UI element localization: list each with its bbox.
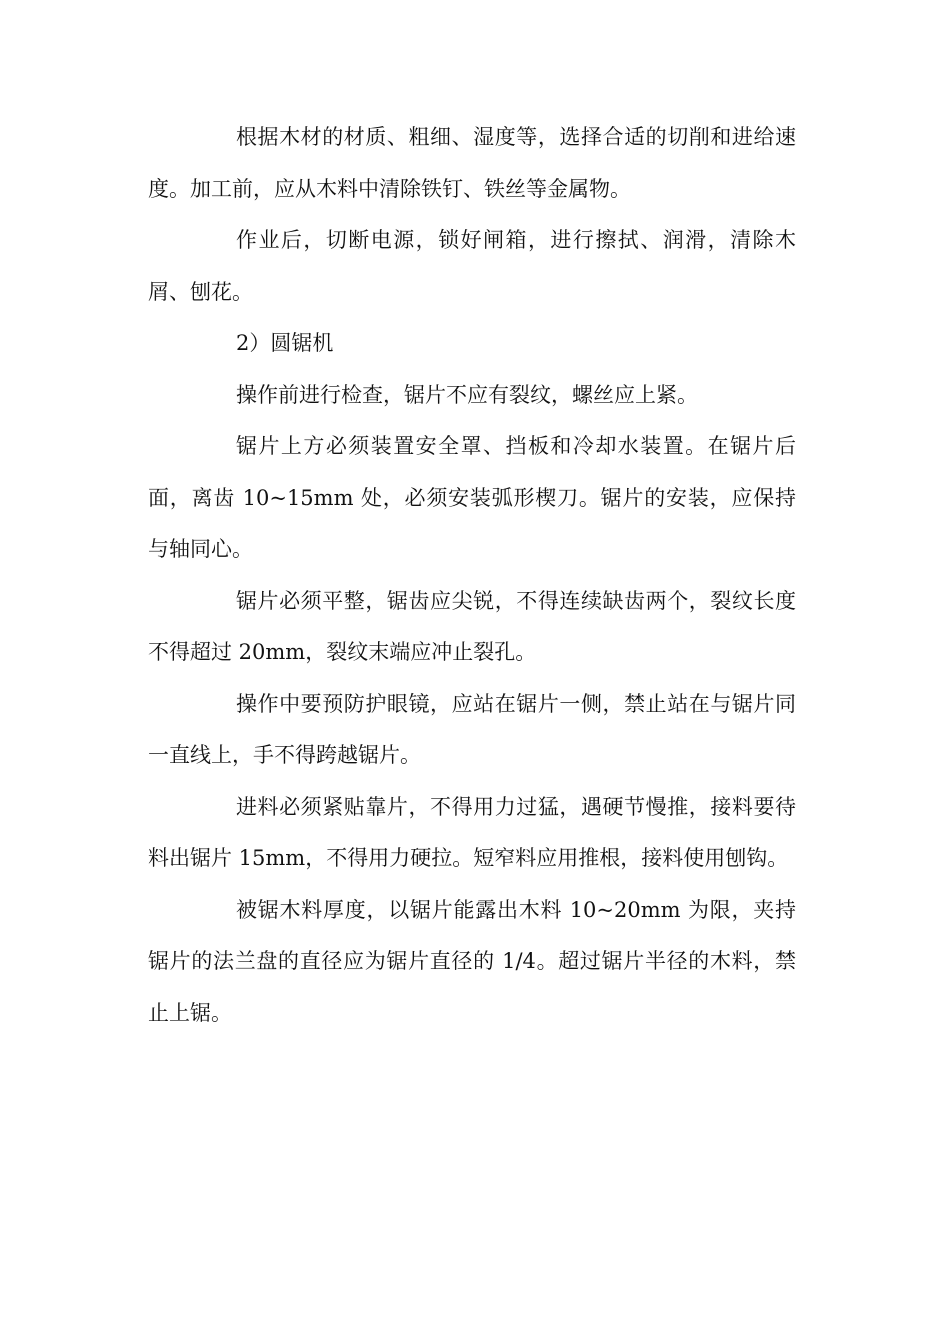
paragraph-feeding: 进料必须紧贴靠片，不得用力过猛，遇硬节慢推，接料要待料出锯片 15mm，不得用力硬拉。短窄料应用推根，接料使用刨钩。 bbox=[148, 794, 796, 870]
paragraph-material-selection: 根据木材的材质、粗细、湿度等，选择合适的切削和进给速度。加工前，应从木料中清除铁钉、铁丝等金属物。 bbox=[148, 125, 796, 201]
paragraph-blade-condition: 锯片必须平整，锯齿应尖锐，不得连续缺齿两个，裂纹长度不得超过 20mm，裂纹末端应冲止裂孔。 bbox=[148, 588, 796, 664]
paragraph-pre-check: 操作前进行检查，锯片不应有裂纹，螺丝应上紧。 bbox=[236, 382, 698, 407]
paragraph-thickness-limit: 被锯木料厚度，以锯片能露出木料 10~20mm 为限，夹持锯片的法兰盘的直径应为锯片直径的 1/4。超过锯片半径的木料，禁止上锯。 bbox=[148, 897, 796, 1025]
paragraph-operator-position: 操作中要预防护眼镜，应站在锯片一侧，禁止站在与锯片同一直线上，手不得跨越锯片。 bbox=[148, 691, 796, 767]
document-body bbox=[148, 112, 796, 1039]
section-heading-circular-saw: 2）圆锯机 bbox=[236, 331, 334, 355]
paragraph-after-work: 作业后，切断电源，锁好闸箱，进行擦拭、润滑，清除木屑、刨花。 bbox=[148, 228, 796, 304]
paragraph-safety-guard: 锯片上方必须装置安全罩、挡板和冷却水装置。在锯片后面，离齿 10~15mm 处，必须安装弧形楔刀。锯片的安装，应保持与轴同心。 bbox=[148, 434, 796, 561]
